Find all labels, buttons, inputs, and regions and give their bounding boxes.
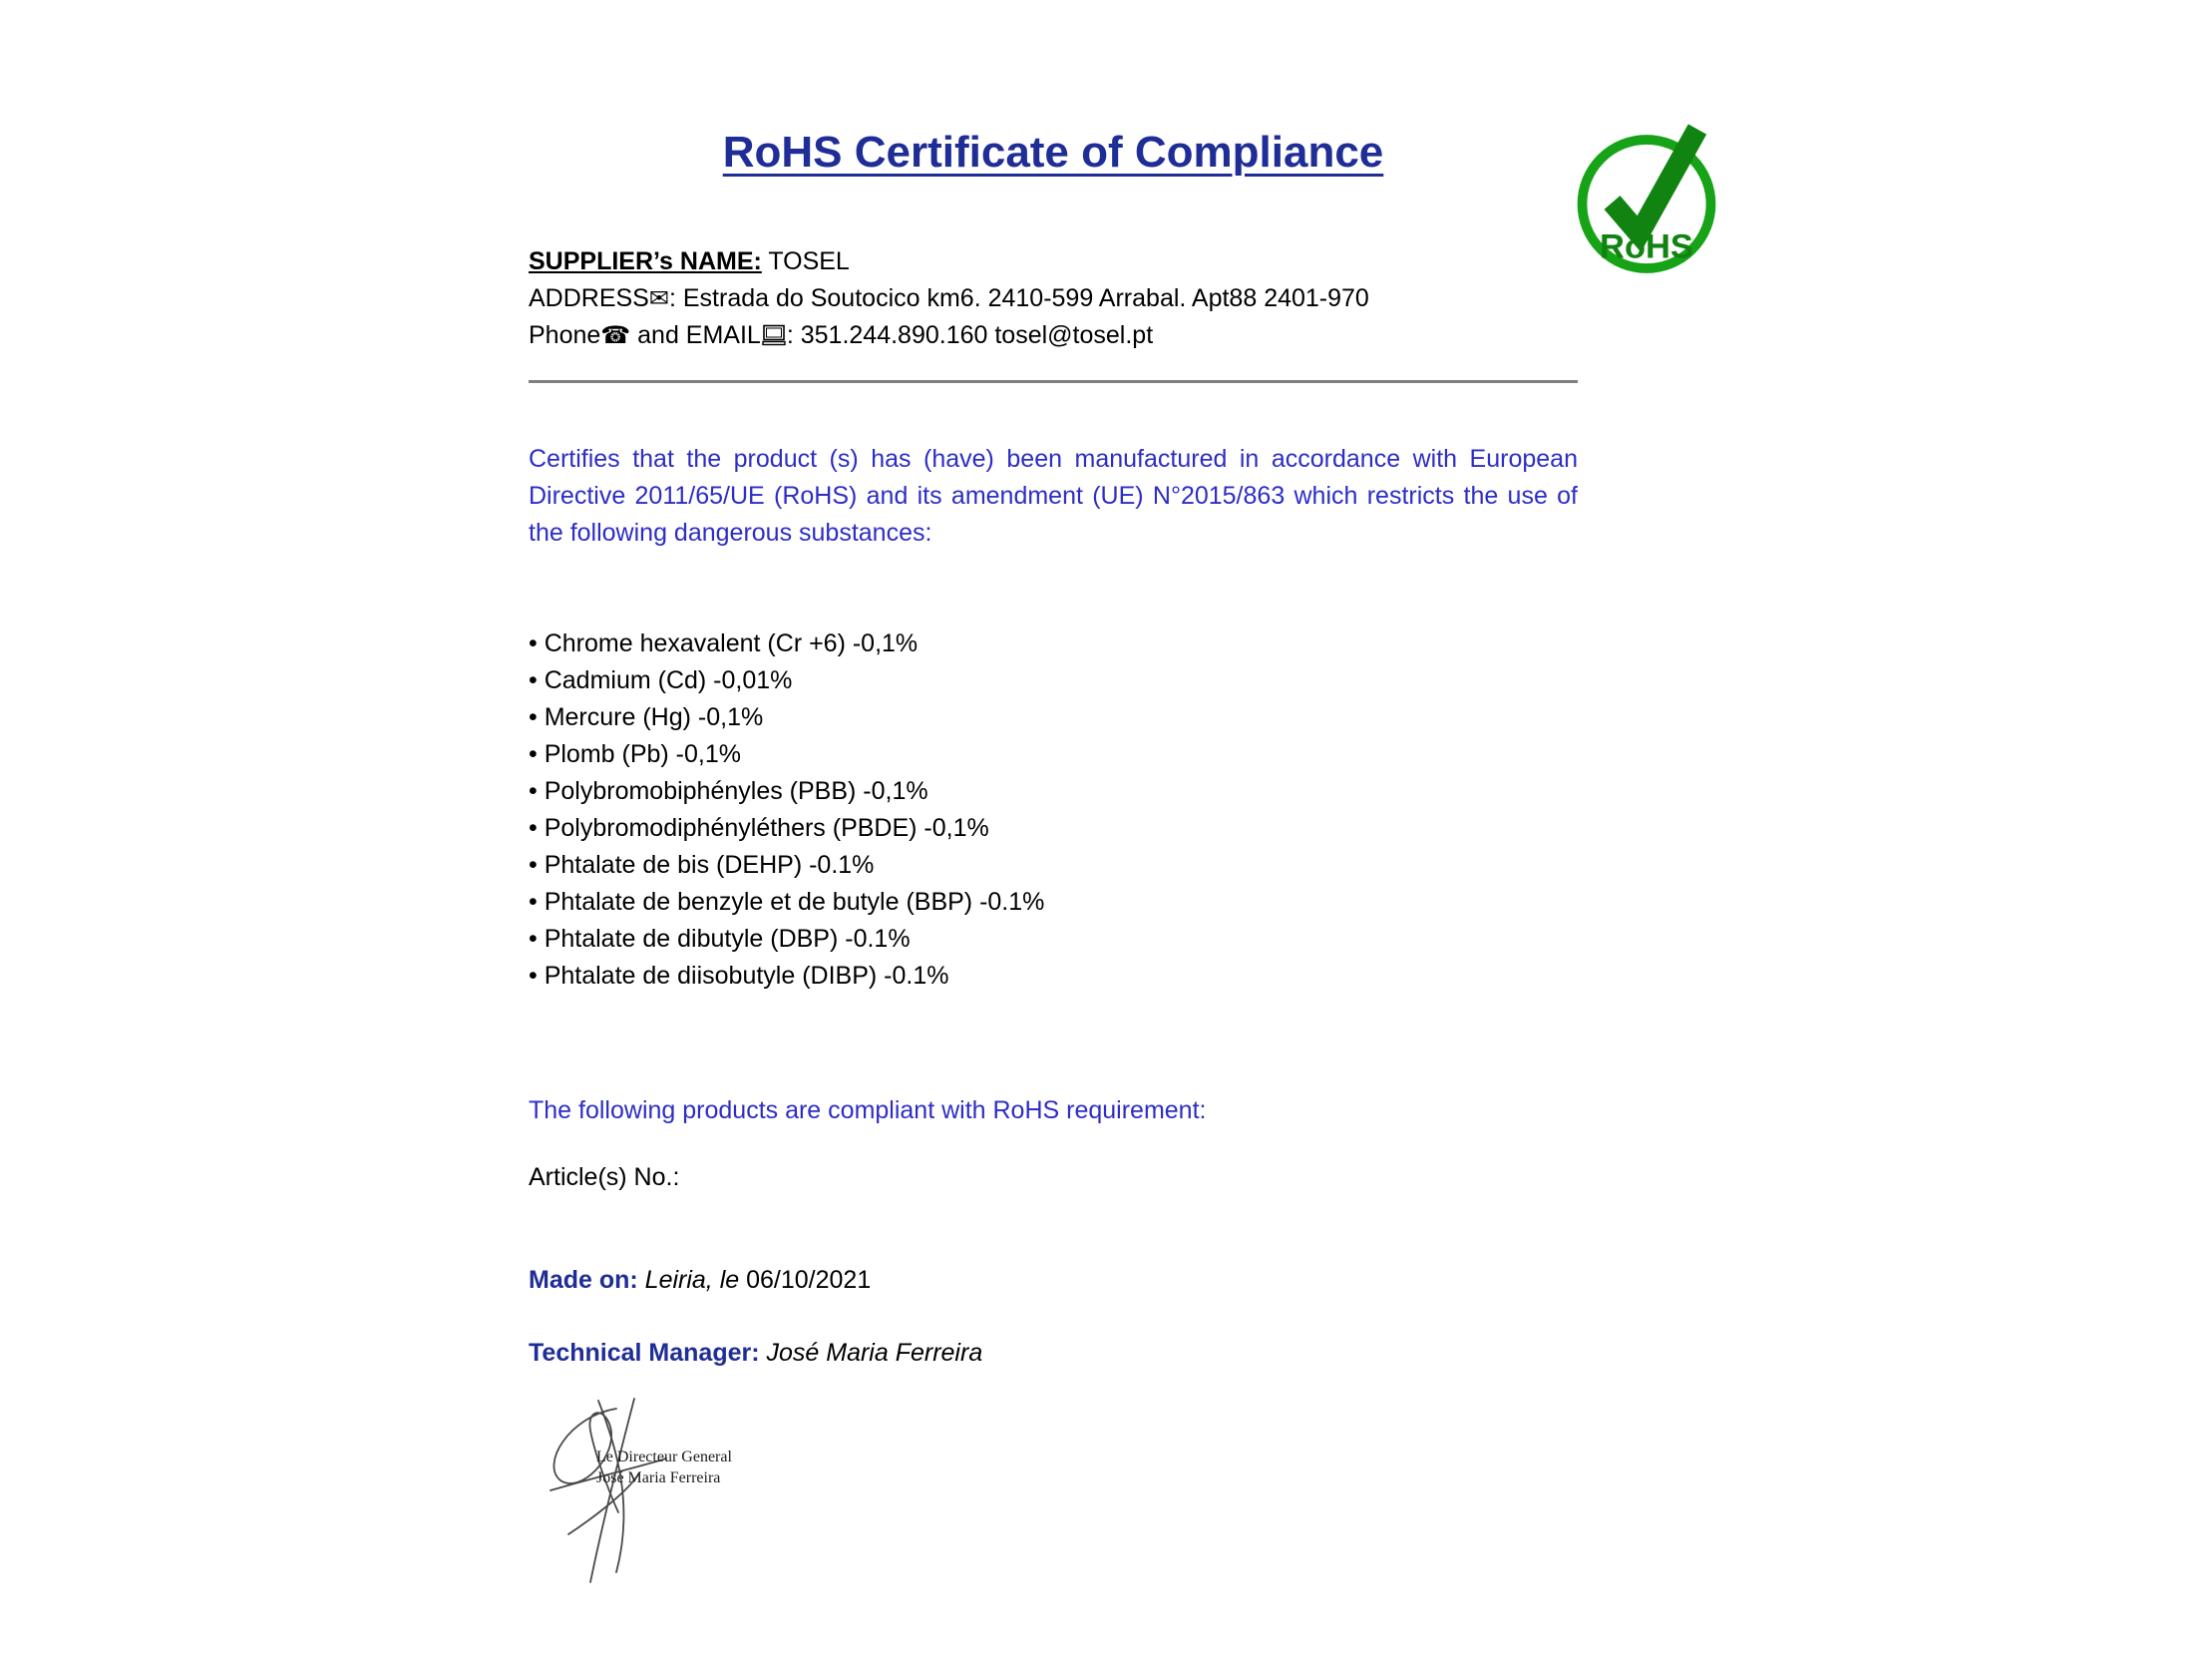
substance-item: • Chrome hexavalent (Cr +6) -0,1% [529,625,1578,662]
substance-item: • Plomb (Pb) -0,1% [529,736,1578,773]
supplier-name-value: TOSEL [761,247,850,275]
contact-value: : 351.244.890.160 tosel@tosel.pt [786,321,1154,349]
signature-name: José Maria Ferreira [596,1469,721,1486]
made-on-place: Leiria, le [637,1266,747,1294]
section-divider [529,380,1578,383]
phone-icon: ☎ [600,321,631,349]
substance-item: • Polybromobiphényles (PBB) -0,1% [529,773,1578,810]
address-value: : Estrada do Soutocico km6. 2410-599 Arrabal. Apt88 2401-970 [668,284,1369,312]
supplier-name-line [529,243,1578,280]
substance-item: • Phtalate de bis (DEHP) -0.1% [529,847,1578,884]
technical-manager-label: Technical Manager: [529,1339,760,1367]
supplier-address-line [529,280,1578,317]
supplier-block [529,243,1578,354]
substance-item: • Phtalate de dibutyle (DBP) -0.1% [529,921,1578,958]
substance-item: • Mercure (Hg) -0,1% [529,699,1578,736]
substances-list [529,625,1578,995]
technical-manager-line [529,1335,1578,1372]
supplier-name-label: SUPPLIER’s NAME: [529,247,762,275]
compliance-statement: The following products are compliant with RoHS requirement: [529,1096,1207,1124]
logo-text: RoHS [1600,227,1693,266]
rohs-logo [1572,118,1721,275]
signature-scribble [539,1395,818,1594]
email-label: and EMAIL [630,321,761,349]
technical-manager-name: José Maria Ferreira [759,1339,983,1367]
page-title: RoHS Certificate of Compliance [722,128,1384,177]
supplier-contact-line [529,317,1578,354]
made-on-date: 06/10/2021 [746,1266,872,1294]
signature-title: Le Directeur General [596,1449,732,1465]
signature-block [539,1395,838,1594]
made-on-label: Made on: [529,1266,638,1294]
phone-label: Phone [529,321,601,349]
substance-item: • Cadmium (Cd) -0,01% [529,662,1578,699]
substance-item: • Phtalate de diisobutyle (DIBP) -0.1% [529,958,1578,995]
substance-item: • Polybromodiphényléthers (PBDE) -0,1% [529,810,1578,847]
articles-label: Article(s) No.: [529,1163,680,1191]
certificate-document [529,0,1578,1372]
substance-item: • Phtalate de benzyle et de butyle (BBP) -0.1% [529,884,1578,921]
signature-text [596,1447,732,1488]
certification-paragraph: Certifies that the product (s) has (have) been manufactured in accordance with European Directive 2011/65/UE (RoHS) and its amendment (UE) N°2015/863 which restricts the use of the following dangerous substances: [529,445,1578,547]
made-on-line [529,1262,1578,1299]
address-label: ADDRESS [529,284,649,312]
computer-icon [762,324,786,346]
envelope-icon: ✉ [648,284,669,312]
